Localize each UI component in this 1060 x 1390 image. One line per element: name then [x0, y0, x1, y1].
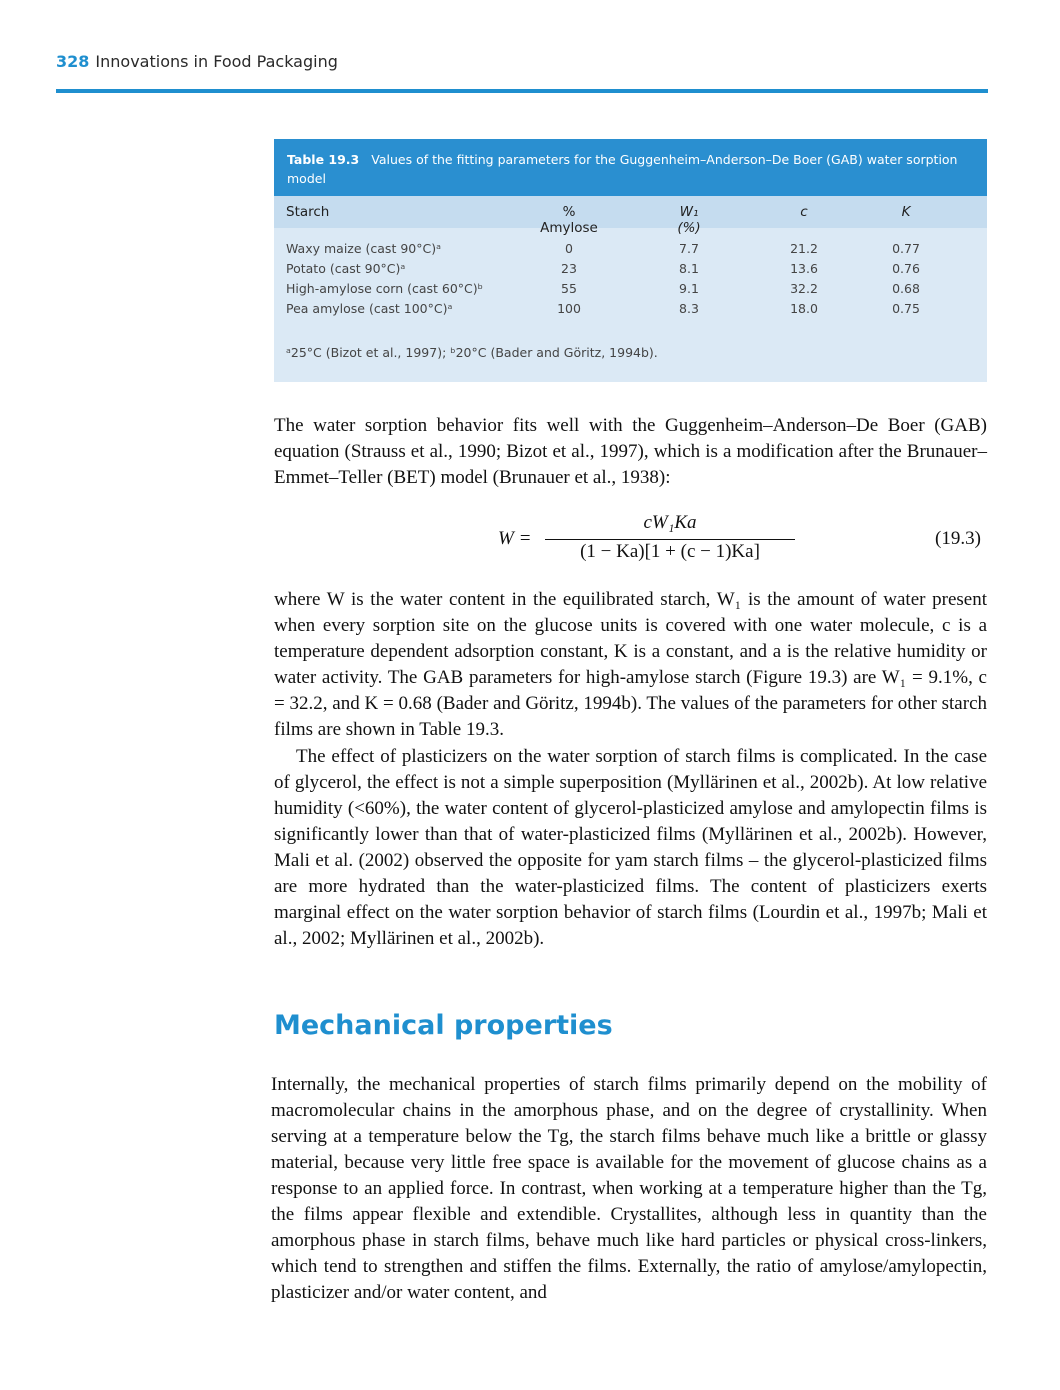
running-head	[56, 52, 338, 71]
table-cell: 0	[565, 241, 573, 256]
equation-lhs: W =	[498, 528, 532, 549]
table-cell: 100	[557, 301, 581, 316]
column-header: c	[800, 204, 808, 220]
table-label: Table 19.3	[287, 152, 360, 167]
table-caption-text: Values of the fitting parameters for the Guggenheim–Anderson–De Boer (GAB) water sorption model	[287, 152, 958, 186]
header-rule	[56, 89, 988, 93]
table-row	[274, 281, 987, 301]
table-cell: Potato (cast 90°C)ᵃ	[286, 261, 406, 276]
column-header: W₁ (%)	[677, 204, 701, 236]
equation-denominator: (1 − Ka)[1 + (c − 1)Ka]	[580, 541, 760, 562]
book-title: Innovations in Food Packaging	[95, 52, 338, 71]
paragraph-mechanical: Internally, the mechanical properties of starch films primarily depend on the mobility of macromolecular chains in the amorphous phase, and on the degree of crystallinity. When serving at a temperature below the Tg, the starch films behave much like a brittle or glassy material, because very little free space is available for the movement of glucose chains as a response to an applied force. In contrast, when working at a temperature higher than the Tg, the films appear flexible and extendible. Crystallites, although less in quantity than the amorphous phase in starch films, behave much like hard particles or physical cross-linkers, which tend to strengthen and stiffen the films. Externally, the ratio of amylose/amylopectin, plasticizer and/or water content, and	[271, 1074, 987, 1303]
column-header: % Amylose	[540, 204, 598, 236]
paragraph-gab-parameters: where W is the water content in the equilibrated starch, W₁ is the amount of water present when every sorption site on the glucose units is covered with one water molecule, c is a temperature dependent adsorption constant, K is a constant, and a is the relative humidity or water activity. The GAB parameters for high-amylose starch (Figure 19.3) are W₁ = 9.1%, c = 32.2, and K = 0.68 (Bader and Göritz, 1994b). The values of the parameters for other starch films are shown in Table 19.3.	[274, 589, 987, 740]
table-cell: 8.1	[679, 261, 699, 276]
table-cell: 13.6	[790, 261, 818, 276]
section-heading: Mechanical properties	[274, 1010, 613, 1041]
table-cell: 9.1	[679, 281, 699, 296]
table-cell: 0.68	[892, 281, 920, 296]
equation-numerator: cW₁Ka	[643, 512, 697, 533]
equation-19-3	[455, 512, 760, 572]
page-number: 328	[56, 52, 90, 71]
table-caption	[274, 139, 987, 196]
fraction-bar	[545, 539, 795, 540]
paragraph-plasticizers: The effect of plasticizers on the water sorption of starch films is complicated. In the case of glycerol, the effect is not a simple superposition (Myllärinen et al., 2002b). At low relative humidity (<60%), the water content of glycerol-plasticized amylose and amylopectin films is significantly lower than that of water-plasticized films (Myllärinen et al., 2002b). However, Mali et al. (2002) observed the opposite for yam starch films – the glycerol-plasticized films are more hydrated than the water-plasticized films. The content of plasticizers exerts marginal effect on the water sorption behavior of starch films (Lourdin et al., 1997b; Mali et al., 2002; Myllärinen et al., 2002b).	[274, 746, 987, 949]
table-cell: 7.7	[679, 241, 699, 256]
table-cell: 32.2	[790, 281, 818, 296]
table-19-3	[274, 139, 987, 382]
table-cell: 0.76	[892, 261, 920, 276]
table-cell: 23	[561, 261, 577, 276]
table-header-row	[274, 196, 987, 236]
table-cell: High-amylose corn (cast 60°C)ᵇ	[286, 281, 484, 296]
table-cell: Pea amylose (cast 100°C)ᵃ	[286, 301, 453, 316]
table-footnote: ᵃ25°C (Bizot et al., 1997); ᵇ20°C (Bader and Göritz, 1994b).	[286, 345, 658, 360]
table-cell: Waxy maize (cast 90°C)ᵃ	[286, 241, 441, 256]
equation-number: (19.3)	[935, 528, 981, 549]
table-cell: 18.0	[790, 301, 818, 316]
table-cell: 21.2	[790, 241, 818, 256]
table-row	[274, 301, 987, 321]
table-cell: 0.77	[892, 241, 920, 256]
paragraph-gab-intro: The water sorption behavior fits well with the Guggenheim–Anderson–De Boer (GAB) equation (Strauss et al., 1990; Bizot et al., 1997), which is a modification after the Brunauer–Emmet–Teller (BET) model (Brunauer et al., 1938):	[274, 415, 987, 488]
column-header: Starch	[286, 204, 330, 220]
table-cell: 8.3	[679, 301, 699, 316]
column-header: K	[901, 204, 911, 220]
table-cell: 0.75	[892, 301, 920, 316]
table-row	[274, 241, 987, 261]
table-cell: 55	[561, 281, 577, 296]
table-row	[274, 261, 987, 281]
